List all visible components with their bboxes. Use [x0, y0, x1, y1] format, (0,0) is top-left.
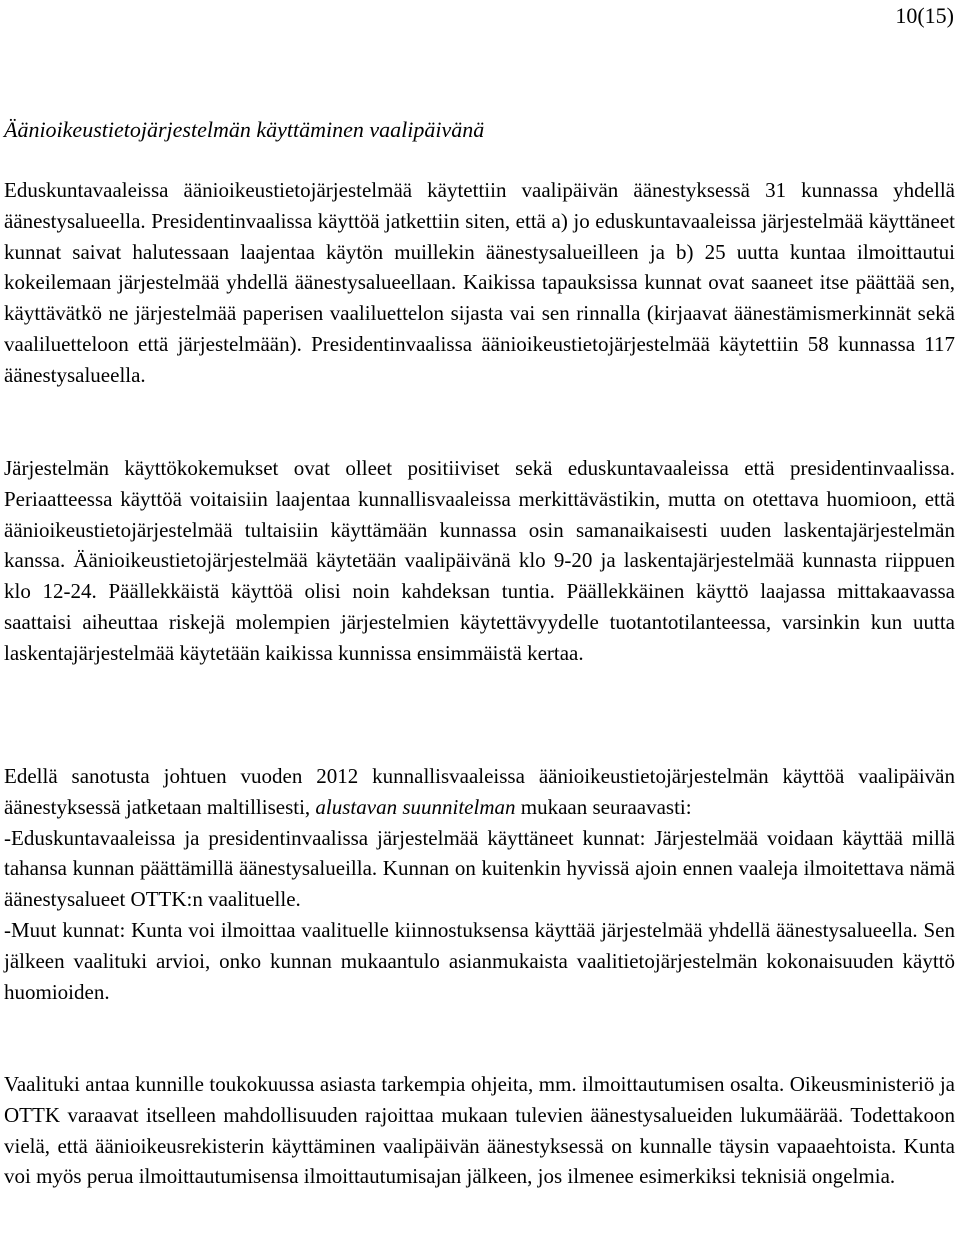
- list-item-1: -Eduskuntavaaleissa ja presidentinvaalissa järjestelmää käyttäneet kunnat: Järjestelmää voidaan käyttää millä tahansa kunnan päättämillä äänestysalueilla. Kunnan on kuitenkin hyvissä ajoin ennen vaaleja ilmoitettava nämä äänestysalueet OTTK:n vaalituelle.: [4, 825, 955, 912]
- list-item-2: -Muut kunnat: Kunta voi ilmoittaa vaalituelle kiinnostuksensa käyttää järjestelmää yhdellä äänestysalueella. Sen jälkeen vaalituki arvioi, onko kunnan mukaantulo asianmukaista vaalitietojärjestelmän kokonaisuuden käyttö huomioiden.: [4, 917, 955, 1004]
- paragraph-2: Järjestelmän käyttökokemukset ovat olleet positiiviset sekä eduskuntavaaleissa että presidentinvaalissa. Periaatteessa käyttöä voitaisiin laajentaa kunnallisvaaleissa merkittävästikin, mutta on otettava huomioon, että äänioikeustietojärjestelmää tultaisiin käyttämään kunnassa osin samanaikaisesti uuden laskentajärjestelmän kanssa. Äänioikeustietojärjestelmää käytetään vaalipäivänä klo 9-20 ja laskentajärjestelmää kunnasta riippuen klo 12-24. Päällekkäistä käyttöä olisi noin kahdeksan tuntia. Päällekkäinen käyttö laajassa mittakaavassa saattaisi aiheuttaa riskejä molempien järjestelmien käytettävyydelle tuotantotilanteessa, varsinkin kun uutta laskentajärjestelmää käytetään kaikissa kunnissa ensimmäistä kertaa.: [4, 456, 955, 665]
- paragraph-3-text: Edellä sanotusta johtuen vuoden 2012 kunnallisvaaleissa äänioikeustietojärjestelmän käyttöä vaalipäivän äänestyksessä jatketaan maltillisesti,: [4, 764, 955, 819]
- paragraph-3-emphasis: alustavan suunnitelman: [315, 794, 516, 819]
- paragraph-3: [4, 761, 955, 1007]
- paragraph-1: Eduskuntavaaleissa äänioikeustietojärjestelmää käytettiin vaalipäivän äänestyksessä 31 kunnassa yhdellä äänestysalueella. Presidentinvaalissa käyttöä jatkettiin siten, että a) jo eduskuntavaaleissa järjestelmää käyttäneet kunnat saivat halutessaan laajentaa käytön muillekin äänestysalueilleen ja b) 25 uutta kuntaa ilmoittautui kokeilemaan järjestelmää yhdellä äänestysalueellaan. Kaikissa tapauksissa kunnat ovat saaneet itse päättää sen, käyttävätkö ne järjestelmää paperisen vaaliluettelon sijasta vai sen rinnalla (kirjaavat äänestämismerkinnät sekä vaaliluetteloon että järjestelmään). Presidentinvaalissa äänioikeustietojärjestelmää käytettiin 58 kunnassa 117 äänestysalueella.: [4, 178, 955, 387]
- page-number: 10(15): [895, 3, 954, 28]
- section-title: Äänioikeustietojärjestelmän käyttäminen vaalipäivänä: [4, 117, 485, 142]
- paragraph-3-intro: [4, 764, 955, 819]
- paragraph-3-text-end: mukaan seuraavasti:: [515, 794, 692, 819]
- paragraph-4: Vaalituki antaa kunnille toukokuussa asiasta tarkempia ohjeita, mm. ilmoittautumisen osalta. Oikeusministeriö ja OTTK varaavat itselleen mahdollisuuden rajoittaa mukaan tulevien äänestysalueiden lukumäärää. Todettakoon vielä, että äänioikeusrekisterin käyttäminen vaalipäivän äänestyksessä on kunnalle täysin vapaaehtoista. Kunta voi myös perua ilmoittautumisensa ilmoittautumisajan jälkeen, jos ilmenee esimerkiksi teknisiä ongelmia.: [4, 1072, 955, 1189]
